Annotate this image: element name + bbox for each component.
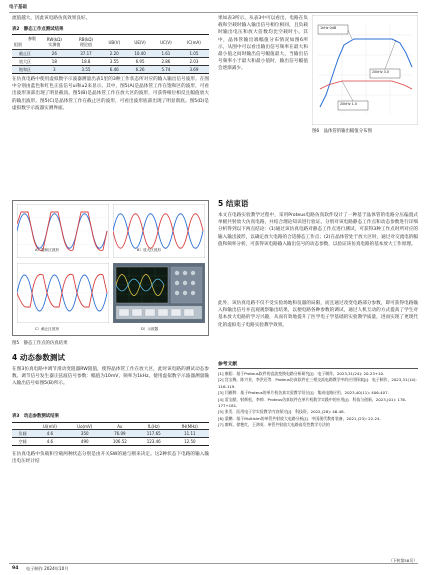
bode-label-1: 1kHz 0dB <box>320 26 337 30</box>
result-paragraph-narrow: 果如表3所示。从表3中可以看出，电路在负载和空载时输入输出信号相位相同，且负载时输出电压和放大倍数均比空载时小。其中，晶体管输出端幅值分布情况如图6所示，从图中可以看出输出信号频率在最大和最小值之间时输出信号幅值最大，当输出信号频率小于最大和最小值时，输出信号幅值会逐渐减少。 <box>218 16 308 72</box>
reference-item: [2] 宫宝梅，陈兴业，李洪还等．Proteus仿真软件在三相交流电路教学中的应用探索[J]．电子制作，2023,31(14): 116-119. <box>218 377 417 389</box>
table-cell: 10.40 <box>127 50 153 58</box>
figure5 <box>12 200 209 336</box>
table-cell: 76.09 <box>103 430 137 438</box>
table-cell: 放大区 <box>12 58 38 66</box>
reference-item: [3] 闫雁婷．基于Proteus的单片机仿真实验教学设计[J]．集成电路应用，2023,40(11): 406-407. <box>218 390 389 396</box>
table-cell: 3 <box>38 66 71 74</box>
table-cell: 3.69 <box>179 66 209 74</box>
table-cell: 37.17 <box>71 50 102 58</box>
running-header: 电子基础 <box>9 5 27 10</box>
table3-header-cell <box>12 423 33 430</box>
table-cell: 6.95 <box>127 58 153 66</box>
page-number: 94 <box>12 566 19 571</box>
table-cell: 6.26 <box>127 66 153 74</box>
table-cell: 3.55 <box>101 58 127 66</box>
intro-text: 流值越大，因此该电路仿真效果良好。 <box>12 16 91 21</box>
figure5-caption: 图5 静态工作点的仿真结果 <box>12 341 68 346</box>
corner-bottom-label: 组别 <box>14 42 22 47</box>
figure6-bode-plot <box>312 15 418 125</box>
table-cell: 2.86 <box>153 58 179 66</box>
table-cell: 117.65 <box>137 430 171 438</box>
section5-heading: 5 结束语 <box>218 199 249 208</box>
waveform-panel-c <box>17 263 109 323</box>
conclusion-extra-paragraph: 此外，该仿真电路不仅不受实验场地和仪器的局限，而且通过改变电路部分参数，即可获得电路输入和输出信号并直观观察输出结果，以便电路各种参数的调试，通过人机互动的方式提高了学生对基本放大电路的学习兴趣，从而有效地提升了医学电子学基础的实验教学质量，进而实现了更现代化的虚拟电子电路实验教学效果。 <box>218 301 418 328</box>
table-cell: 123.46 <box>137 438 171 446</box>
table-row <box>12 438 209 446</box>
table-cell: 3.55 <box>71 66 102 74</box>
references-title: 参考文献 <box>218 362 238 367</box>
panel-a-label: A）饱和区波形 <box>35 248 60 252</box>
table-cell: 截止区 <box>12 50 38 58</box>
table-cell: 1.61 <box>153 50 179 58</box>
static-analysis-paragraph: 在仿真电路中使用虚拟数字示波器测量出表1里的3种工作状态所对应的输入输出信号波形。在图中分别由蓝色和红色正弦信号ui和u2来显示。其中，图5(A)是晶体管工作在饱和区的波形，可看出波形顶部出现了明显截顶。图5(B)是晶体管工作在放大区的波形，可获得相位相反且幅值放大的输出波形。图5(C)是晶体管工作在截止区的波形，可看出波形底部出现了明显削底。图5(D)是虚拟数字示波器实测界面。 <box>12 77 209 111</box>
table-row <box>12 430 209 438</box>
corner-top-label: 参数 <box>28 36 36 41</box>
reference-item: [4] 雷宝献，射辉松，李帅．Proteus仿真软件在单片机数学实践中的应用[J]．科技与创新，2023,(01): 176-177+181. <box>218 396 407 409</box>
continued-note: （下转第58页） <box>388 558 417 563</box>
dynamic-test-paragraph: 在图3仿真电路中调节滑动变阻器RW阻值，使得晶体管工作在放大区，此时该电路的测试动态参数。调节信号发生器正弦波信号参数：幅值为10mV，频率为1kHz。使用虚拟数字示波器测量输入输出信号如图5(B)所示。 <box>12 367 209 387</box>
table3-header-cell: Uo(mV) <box>67 423 103 430</box>
table-cell: 5.74 <box>153 66 179 74</box>
table-cell: 负载 <box>12 430 33 438</box>
table2-header-cell: UE(V) <box>127 35 153 50</box>
table-cell: 饱和区 <box>12 66 38 74</box>
bode-label-2: 20kHz 3.0 <box>372 70 390 74</box>
table-cell: 26 <box>38 50 71 58</box>
panel-b-label: B）放大区波形 <box>137 248 162 252</box>
references-list <box>218 371 418 429</box>
table-cell: 18 <box>38 58 71 66</box>
table3-header-cell: fH(MHz) <box>171 423 209 430</box>
table-row <box>12 58 209 66</box>
reference-item: [1] 康阳．基于Proteus软件的直流变换电路分析研究[J]．电子制作，2023,31(24): 20-23+10. <box>218 371 385 376</box>
table-cell: 106.52 <box>103 438 137 446</box>
table-cell: 18.8 <box>71 58 102 66</box>
header-rule <box>9 12 418 13</box>
table2-caption: 表2 静态工作点测试结果 <box>12 27 64 32</box>
bode-label-3: 20kHz 1.0 <box>340 102 358 106</box>
table2-header-cell: IC(mA) <box>179 35 209 50</box>
table2-header-cell: UC(V) <box>153 35 179 50</box>
table2-header-cell: RW(kΩ) 实测值 <box>38 35 71 50</box>
table2 <box>12 34 209 74</box>
figure6-caption: 图6 晶体管的输出幅值分布图 <box>312 129 372 134</box>
table3 <box>12 422 209 446</box>
references-rule <box>218 368 418 369</box>
table2-header-cell: UB(V) <box>101 35 127 50</box>
table-cell: 1.05 <box>179 50 209 58</box>
table3-header-cell: Ui(mV) <box>33 423 66 430</box>
table3-header-cell: Au <box>103 423 137 430</box>
reference-item: [5] 张发．医用电子学实验教学内容探讨[J]．科技资，2022,(28): 46-48. <box>218 409 345 415</box>
table3-caption: 表3 动态参数测试结果 <box>12 414 59 419</box>
table2-header-cell: RB(kΩ) 理论值 <box>71 35 102 50</box>
table-cell: 4.6 <box>33 438 66 446</box>
table3-header-cell: fL(Hz) <box>137 423 171 430</box>
load-comparison-paragraph: 在仿真电路中负载和空载两种状态分别是由开关SW的通与断来决定。这2种状态下电路的输入输出电压经计结 <box>12 452 209 465</box>
reference-item: [7] 廖辉，徐艳红，王鸿英．单管共射放大电路高发性教学方法的 <box>218 422 330 428</box>
table-cell: 490 <box>67 438 103 446</box>
table-cell: 2.03 <box>179 58 209 66</box>
journal-name: 电子制作 2024年10月 <box>26 566 69 571</box>
panel-d-label: D）示波器 <box>141 327 159 331</box>
conclusion-paragraph: 本文在电路实验教学过程中，采用Proteus电路仿真软件设计了一种基于晶体管的电路分压偏置式单极共射放大仿真电路，并结合理论知识进行验证。分别对该电路静态工作点和动态参数进行详细分析得到以下两点结论：(1)通过该仿真电路对静态工作点进行测试，可获得3种工作点时所对应的输入输出波形，以确定放大电路的合适静态工作点；(2)在晶体管处于放大区时，通过对交流电的幅值和频率分析，可获得该电路输入输出信号的动态参数，以验证该仿真电路的基本放大工作原理。 <box>218 213 418 247</box>
panel-c-label: C）截止区波形 <box>35 327 60 331</box>
table-cell: 12.50 <box>171 438 209 446</box>
table-cell: 6.46 <box>101 66 127 74</box>
table-cell: 空载 <box>12 438 33 446</box>
table-cell: 4.6 <box>33 430 66 438</box>
table-row <box>12 66 209 74</box>
table-cell: 350 <box>67 430 103 438</box>
table-row <box>12 50 209 58</box>
table-cell: 11.11 <box>171 430 209 438</box>
reference-item: [6] 梁鹏．基于Multisim的单管共射放大电路分析[J]．中国现代教育装备，2021,(23): 22-24. <box>218 415 381 421</box>
table-cell: 2.20 <box>101 50 127 58</box>
oscilloscope-panel-d <box>113 263 205 323</box>
section4-heading: 4 动态参数测试 <box>12 353 65 362</box>
waveform-panel-a <box>17 204 109 258</box>
table2-corner <box>12 35 38 50</box>
footer-rule <box>9 563 418 564</box>
